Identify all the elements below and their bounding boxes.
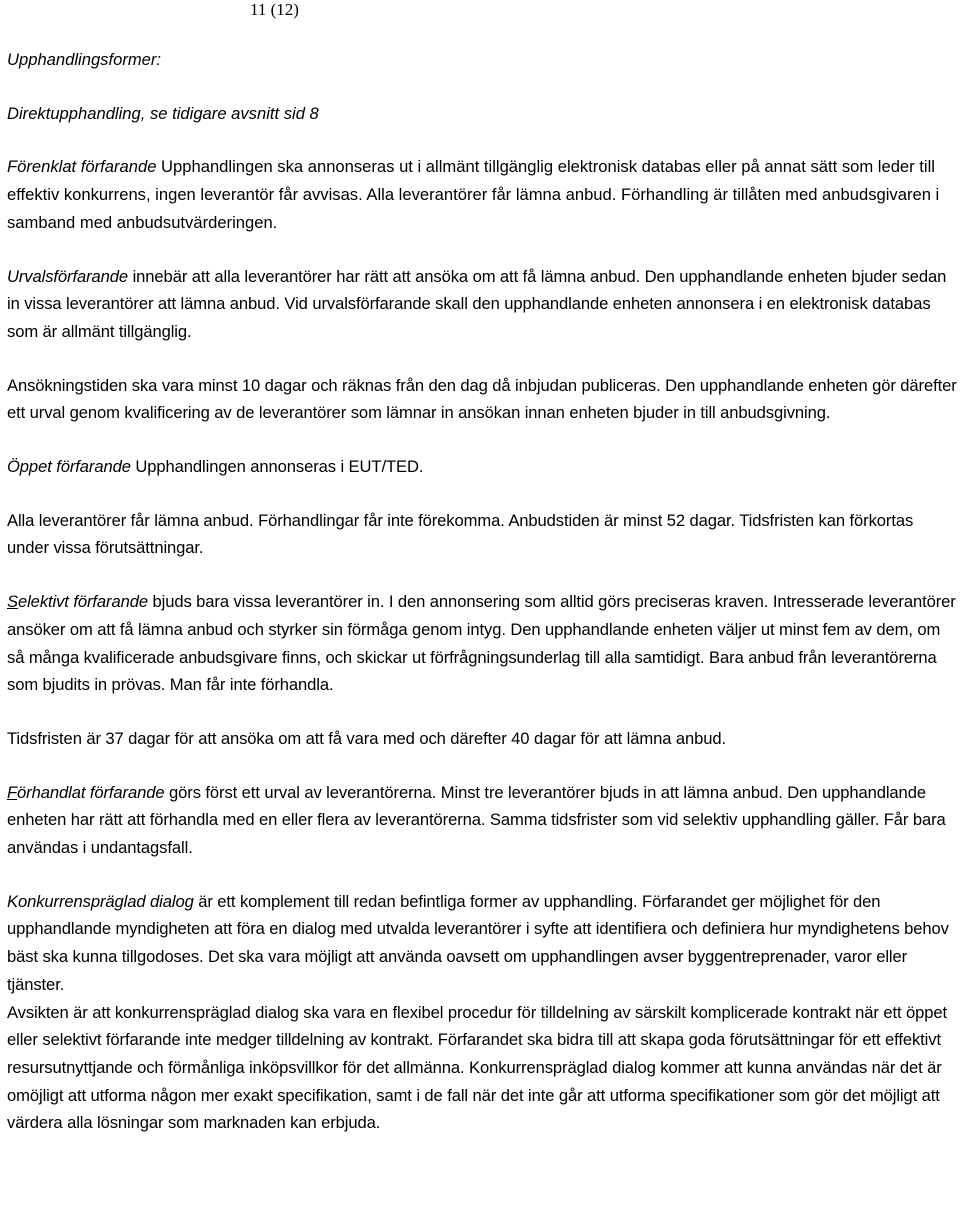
application-period-paragraph: Ansökningstiden ska vara minst 10 dagar och räknas från den dag då inbjudan publiceras. Den upphandlande enheten gör därefter ett urval genom kvalificering av de leverantörer som lämnar in ansökan innan enheten bjuder in till anbudsgivning. (7, 375, 957, 423)
open-procedure-text: Upphandlingen annonseras i EUT/TED. (130, 457, 424, 477)
simplified-procedure-paragraph (7, 153, 957, 236)
selection-procedure-paragraph (7, 263, 957, 346)
section-title: Upphandlingsformer: (7, 50, 162, 69)
negotiated-procedure-term (7, 783, 165, 802)
selective-procedure-text: bjuds bara vissa leverantörer in. I den annonsering som alltid görs preciseras kraven. Intresserade leverantörer ansöker om att få lämna anbud och styrker sin förmåga genom intyg. Den upphandlande enheten väljer ut minst fem av dem, om så många kvalificerade anbudsgivare finns, och skickar ut förfrågningsunderlag till alla samtidigt. Bara anbud från leverantörerna som bjudits in prövas. Man får inte förhandla. (7, 592, 956, 695)
document-body (7, 46, 957, 1137)
selective-procedure-term-initial: S (7, 592, 18, 612)
simplified-procedure-text: Upphandlingen ska annonseras ut i allmänt tillgänglig elektronisk databas eller på annat sätt som leder till effektiv konkurrens, ingen leverantör får avvisas. Alla leverantörer får lämna anbud. Förhandling är tillåten med anbudsgivaren i samband med anbudsutvärderingen. (7, 157, 940, 232)
competitive-dialogue-text: är ett komplement till redan befintliga former av upphandling. Förfarandet ger möjlighet för den upphandlande myndigheten att föra en dialog med utvalda leverantörer i syfte att identifiera och definiera hur myndighetens behov bäst ska kunna tillgodoses. Det ska vara möjligt att använda oavsett om upphandlingen avser byggentreprenader, varor eller tjänster. (7, 891, 949, 994)
negotiated-procedure-text: görs först ett urval av leverantörerna. Minst tre leverantörer bjuds in att lämna anbud. Den upphandlande enheten har rätt att förhandla med en eller flera av leverantörerna. Samma tidsfrister som vid selektiv upphandling gäller. Får bara användas i undantagsfall. (7, 782, 946, 858)
simplified-procedure-term: Förenklat förfarande (7, 157, 157, 177)
open-procedure-term: Öppet förfarande (7, 457, 131, 477)
open-procedure-details: Alla leverantörer får lämna anbud. Förhandlingar får inte förekomma. Anbudstiden är minst 52 dagar. Tidsfristen kan förkortas under vissa förutsättningar. (7, 510, 914, 558)
selection-procedure-text: innebär att alla leverantörer har rätt att ansöka om att få lämna anbud. Den upphandlande enheten bjuder sedan in vissa leverantörer att lämna anbud. Vid urvalsförfarande skall den upphandlande enheten annonsera i en elektronisk databas som är allmänt tillgänglig. (7, 266, 947, 341)
negotiated-procedure-term-initial: F (7, 782, 18, 802)
open-procedure-paragraph (7, 453, 957, 481)
competitive-dialogue-purpose: Avsikten är att konkurrenspräglad dialog ska vara en flexibel procedur för tilldelning av särskilt komplicerade kontrakt när ett öppet eller selektivt förfarande inte medger tilldelning av kontrakt. Förfarandet ska bidra till att skapa goda förutsättningar för ett effektivt resursutnyttjande och förmånliga inköpsvillkor för det allmänna. Konkurrenspräglad dialog kommer att kunna användas när det är omöjligt att utforma någon mer exakt specifikation, samt i de fall när det inte går att utforma specifikationer som gör det möjligt att värdera alla lösningar som marknaden kan erbjuda. (7, 1002, 948, 1133)
direct-procurement-note: Direktupphandling, se tidigare avsnitt sid 8 (7, 103, 319, 123)
competitive-dialogue-paragraph (7, 888, 957, 999)
negotiated-procedure-paragraph (7, 779, 957, 862)
selective-procedure-term (7, 592, 148, 611)
selective-procedure-term-rest: elektivt förfarande (17, 592, 148, 612)
selective-deadline-paragraph: Tidsfristen är 37 dagar för att ansöka om att få vara med och därefter 40 dagar för att lämna anbud. (7, 728, 726, 748)
competitive-dialogue-term: Konkurrenspräglad dialog (7, 891, 194, 911)
page-number: 11 (12) (250, 0, 299, 19)
selective-procedure-paragraph (7, 588, 957, 699)
selection-procedure-term: Urvalsförfarande (7, 266, 129, 286)
negotiated-procedure-term-rest: örhandlat förfarande (17, 782, 165, 802)
